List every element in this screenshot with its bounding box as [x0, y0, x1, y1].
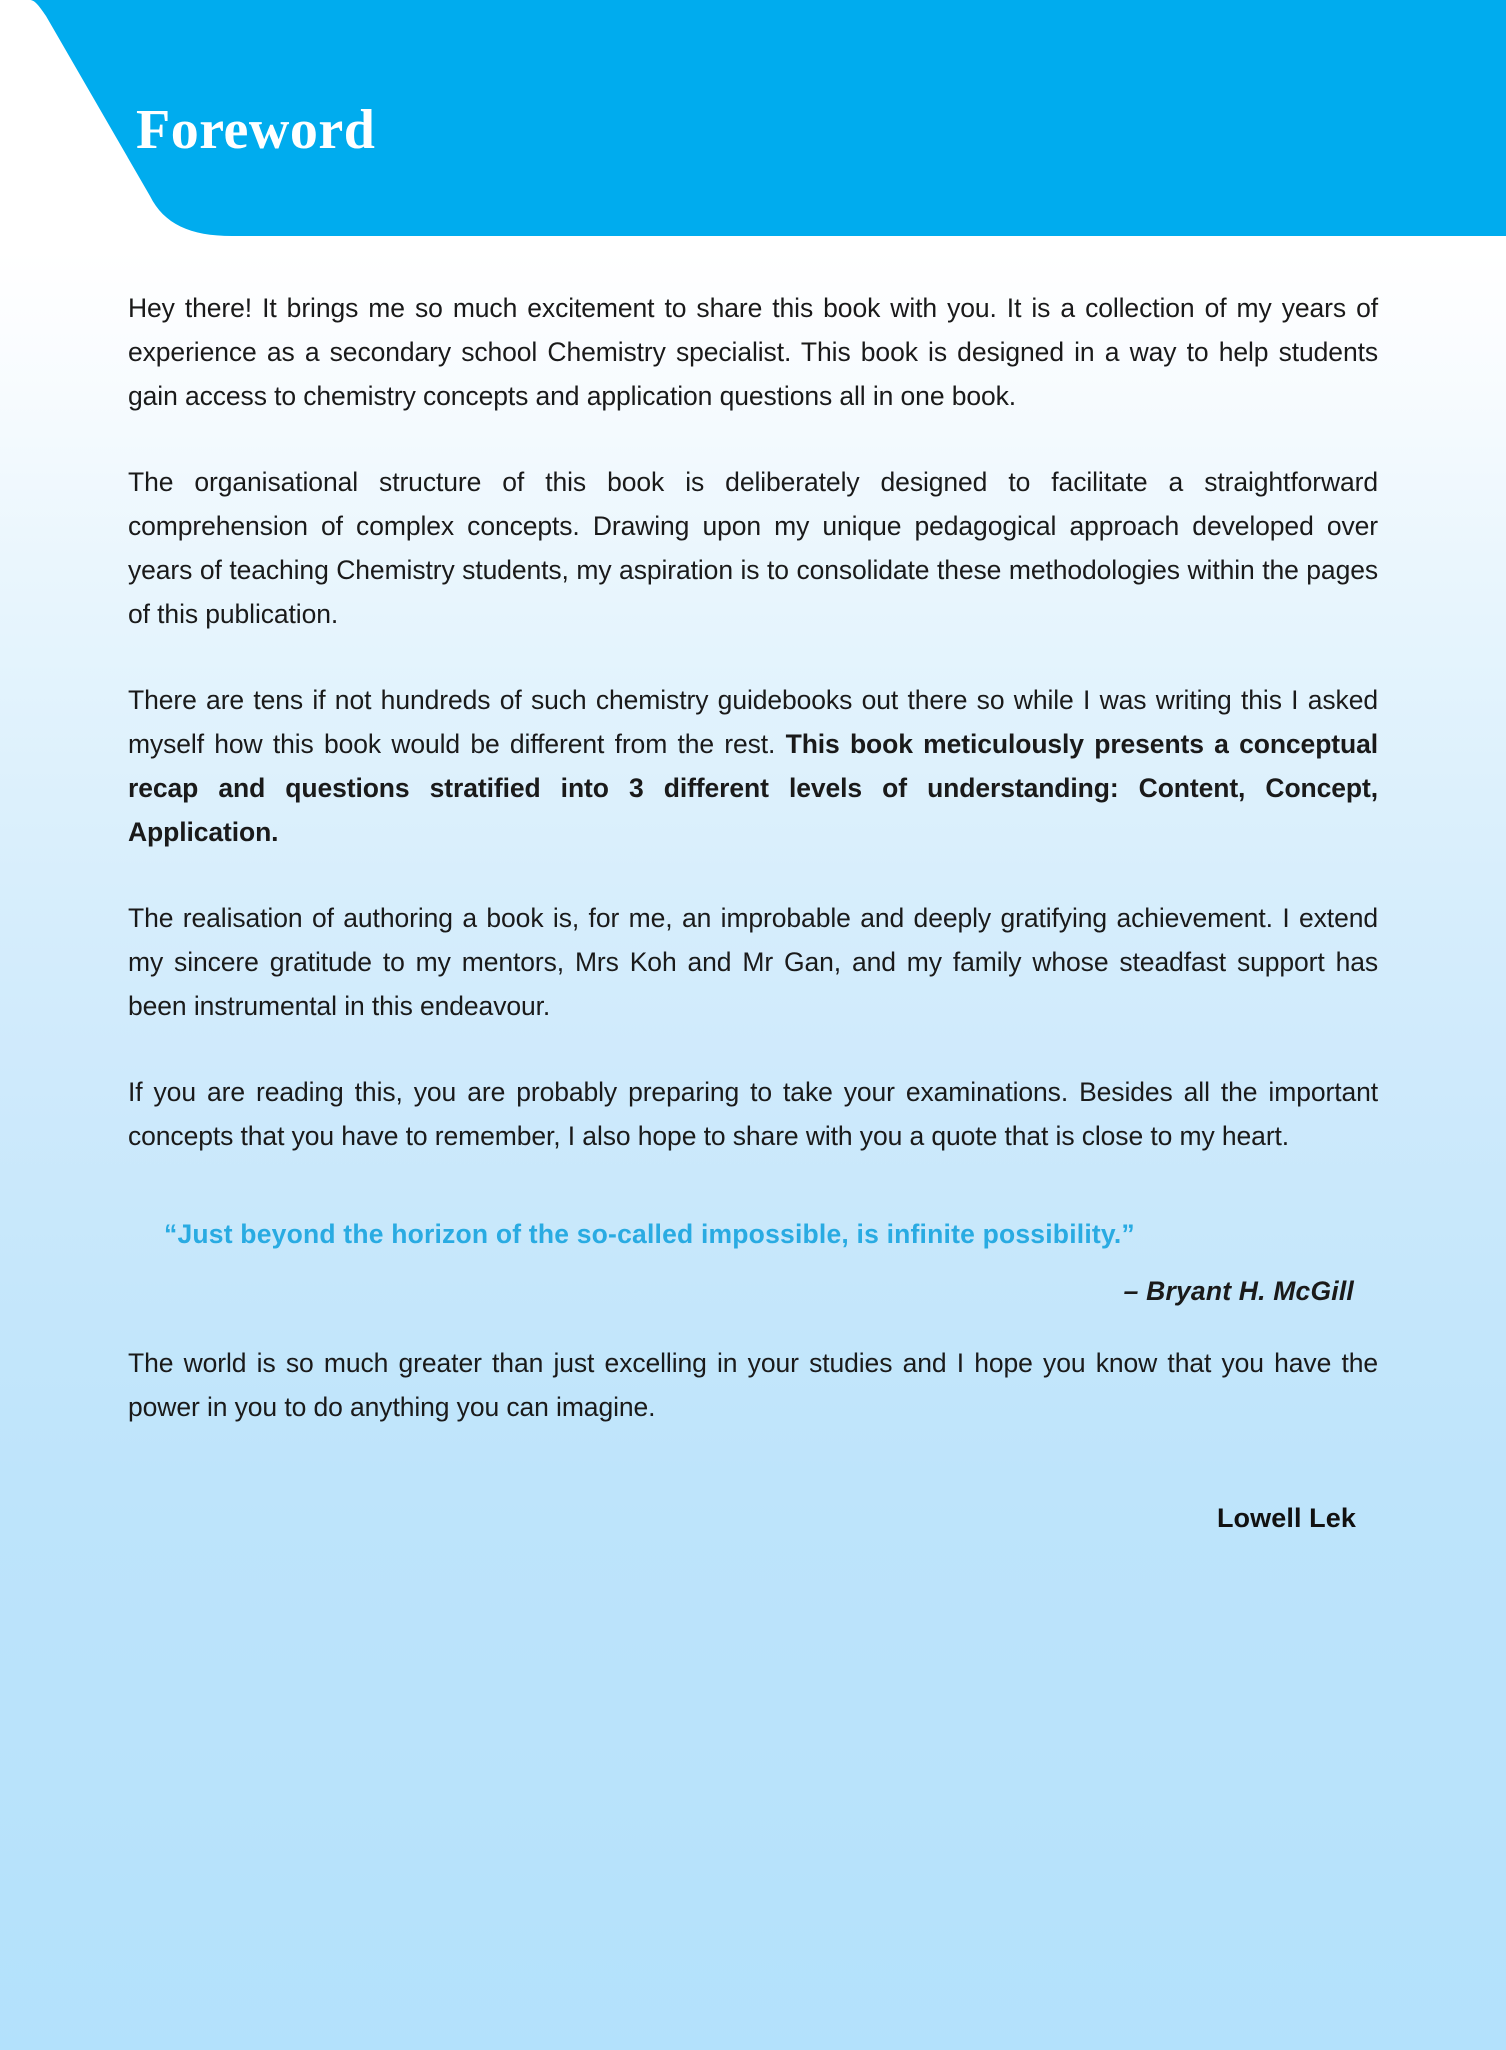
paragraph-1: [128, 286, 1378, 418]
foreword-content: [128, 286, 1378, 1534]
quote-attribution: – Bryant H. McGill: [1123, 1276, 1354, 1306]
paragraph-4-run-1: The realisation of authoring a book is, for me, an improbable and deeply gratifying achievement. I extend my sincere gratitude to my mentors, Mrs Koh and Mr Gan, and my family whose steadfast support has been instrumental in this endeavour.: [128, 903, 1378, 1021]
paragraph-5-run-1: If you are reading this, you are probably preparing to take your examinations. Besides all the important concepts that you have to remember, I also hope to share with you a quote that is close to my heart.: [128, 1077, 1378, 1151]
quote-spacer: [128, 1307, 1378, 1341]
paragraph-3: [128, 678, 1378, 854]
paragraph-3-run-2-bold: This book meticulously presents a conceptual recap and questions stratified into 3 different levels of understanding: Content, Concept, Application.: [128, 729, 1378, 847]
pull-quote: [128, 1200, 1378, 1307]
paragraph-2-run-1: The organisational structure of this book is deliberately designed to facilitate a straightforward comprehension of complex concepts. Drawing upon my unique pedagogical approach developed over years of teaching Chemistry students, my aspiration is to consolidate these methodologies within the pages of this publication.: [128, 467, 1378, 629]
paragraph-6-run-1: The world is so much greater than just excelling in your studies and I hope you know that you have the power in you to do anything you can imagine.: [128, 1348, 1378, 1422]
paragraph-4: [128, 896, 1378, 1028]
quote-text: “Just beyond the horizon of the so-called impossible, is infinite possibility.”: [164, 1219, 1135, 1249]
paragraph-5: [128, 1070, 1378, 1158]
paragraph-1-run-1: Hey there! It brings me so much excitement to share this book with you. It is a collection of my years of experience as a secondary school Chemistry specialist. This book is designed in a way to help students gain access to chemistry concepts and application questions all in one book.: [128, 293, 1378, 411]
paragraph-6: [128, 1341, 1378, 1429]
header-banner: [0, 0, 1506, 248]
paragraph-2: [128, 460, 1378, 636]
paragraph-3-run-1: There are tens if not hundreds of such chemistry guidebooks out there so while I was writing this I asked myself how this book would be different from the rest.: [128, 685, 1378, 759]
author-signature: Lowell Lek: [1216, 1503, 1356, 1533]
page-title: Foreword: [136, 99, 376, 161]
